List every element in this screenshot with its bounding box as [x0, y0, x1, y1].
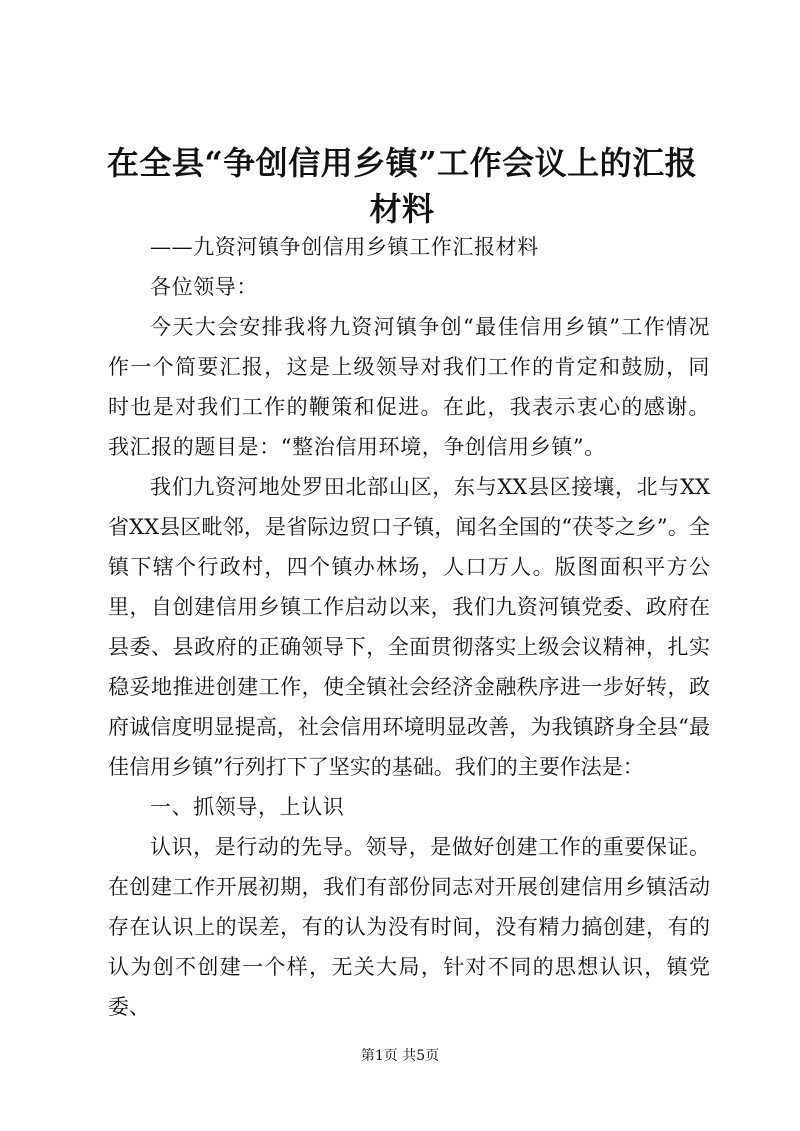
page-footer: 第1页 共5页	[360, 1048, 440, 1064]
document-title: 在全县“争创信用乡镇”工作会议上的汇报材料	[106, 144, 698, 228]
section-heading-1: 一、抓领导，上认识	[150, 795, 345, 819]
paragraph-section-1: 认识，是行动的先导。领导，是做好创建工作的重要保证。在创建工作开展初期，我们有部份同志对开展创建信用乡镇活动存在认识上的误差，有的认为没有时间，没有精力搞创建，有的认为创不创建一个样，无关大局，针对不同的思想认识，镇党委、	[108, 835, 710, 1019]
salutation: 各位领导：	[150, 275, 258, 299]
paragraph-background: 我们九资河地处罗田北部山区，东与XX县区接壤，北与XX省XX县区毗邻，是省际边贸口子镇，闻名全国的“茯苓之乡”。全镇下辖个行政村，四个镇办林场，人口万人。版图面积平方公里，自创建信用乡镇工作启动以来，我们九资河镇党委、政府在县委、县政府的正确领导下，全面贯彻落实上级会议精神，扎实稳妥地推进创建工作，使全镇社会经济金融秩序进一步好转，政府诚信度明显提高，社会信用环境明显改善，为我镇跻身全县“最佳信用乡镇”行列打下了坚实的基础。我们的主要作法是：	[108, 475, 710, 779]
subtitle: ——九资河镇争创信用乡镇工作汇报材料	[150, 235, 539, 259]
document-body	[108, 227, 710, 1027]
paragraph-intro: 今天大会安排我将九资河镇争创“最佳信用乡镇”工作情况作一个简要汇报，这是上级领导对我们工作的肯定和鼓励，同时也是对我们工作的鞭策和促进。在此，我表示衷心的感谢。我汇报的题目是：“整治信用环境，争创信用乡镇”。	[108, 315, 710, 459]
